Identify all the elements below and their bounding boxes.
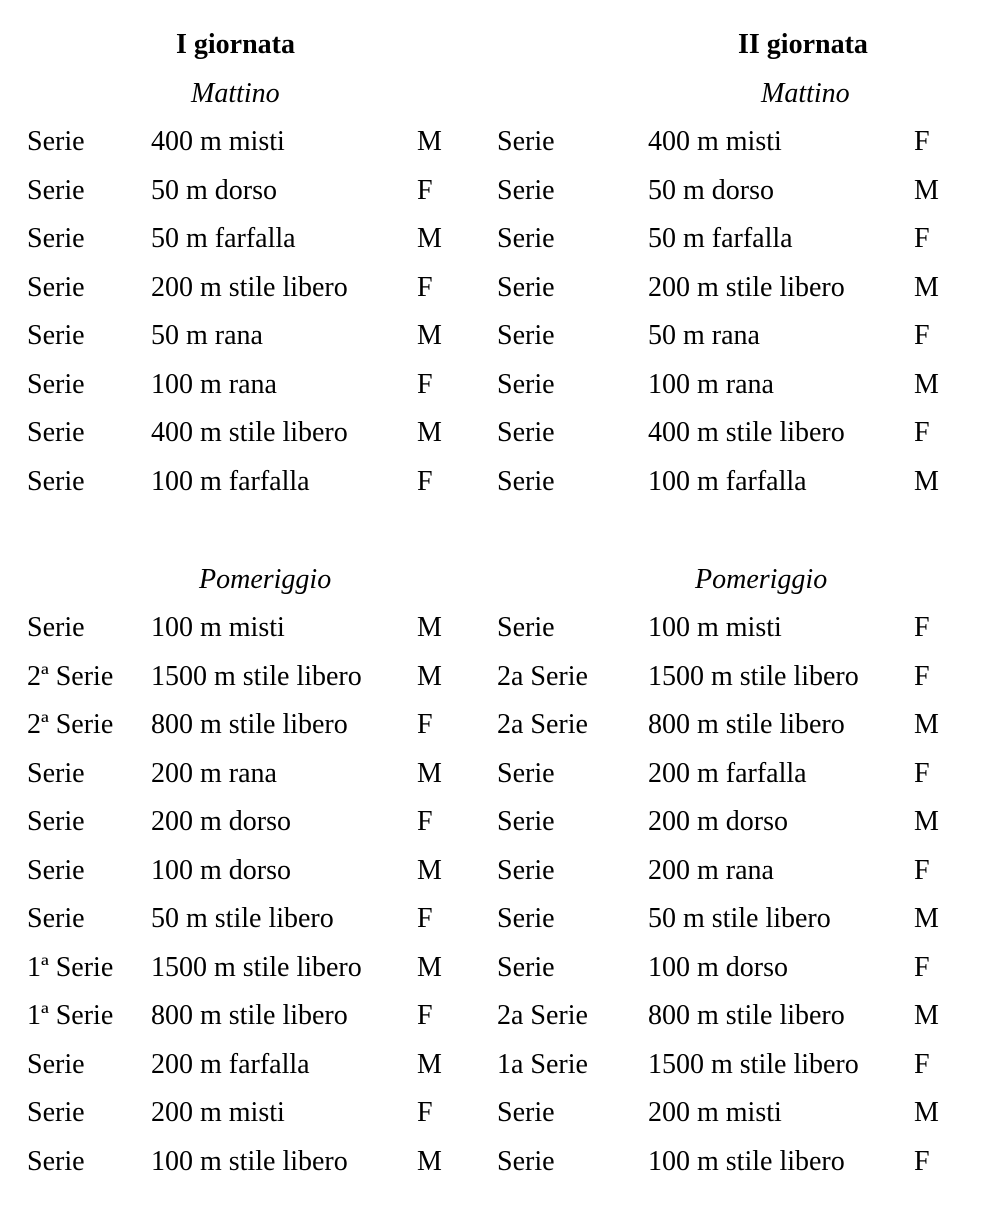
serie-label: Serie <box>27 612 85 643</box>
event-name: 50 m dorso <box>151 175 277 206</box>
serie-label: Serie <box>497 175 555 206</box>
serie-label: Serie <box>497 612 555 643</box>
sex-label: F <box>417 466 433 497</box>
sex-label: F <box>417 806 433 837</box>
event-name: 800 m stile libero <box>151 709 348 740</box>
sex-label: M <box>417 661 442 692</box>
session-title-day1-mattino: Mattino <box>191 78 280 109</box>
serie-label: 2ª Serie <box>27 661 114 692</box>
serie-label: Serie <box>27 417 85 448</box>
serie-label: Serie <box>497 1146 555 1177</box>
session-title-day2-pomeriggio: Pomeriggio <box>695 564 828 595</box>
event-name: 100 m rana <box>648 369 774 400</box>
event-name: 200 m stile libero <box>648 272 845 303</box>
serie-label: Serie <box>27 806 85 837</box>
sex-label: M <box>914 1097 939 1128</box>
sex-label: F <box>914 758 930 789</box>
sex-label: F <box>417 903 433 934</box>
event-name: 50 m stile libero <box>151 903 334 934</box>
event-name: 200 m dorso <box>648 806 788 837</box>
serie-label: Serie <box>27 1097 85 1128</box>
event-name: 50 m stile libero <box>648 903 831 934</box>
sex-label: M <box>914 903 939 934</box>
event-name: 200 m rana <box>648 855 774 886</box>
serie-label: 1ª Serie <box>27 1000 114 1031</box>
event-name: 800 m stile libero <box>648 1000 845 1031</box>
sex-label: F <box>914 1049 930 1080</box>
serie-label: Serie <box>27 1146 85 1177</box>
sex-label: M <box>417 126 442 157</box>
event-name: 200 m dorso <box>151 806 291 837</box>
sex-label: F <box>914 126 930 157</box>
event-name: 800 m stile libero <box>648 709 845 740</box>
event-name: 100 m dorso <box>648 952 788 983</box>
serie-label: Serie <box>497 1097 555 1128</box>
serie-label: Serie <box>497 320 555 351</box>
serie-label: Serie <box>497 126 555 157</box>
event-name: 100 m stile libero <box>151 1146 348 1177</box>
event-name: 100 m dorso <box>151 855 291 886</box>
sex-label: M <box>417 612 442 643</box>
sex-label: M <box>417 320 442 351</box>
event-name: 200 m rana <box>151 758 277 789</box>
sex-label: F <box>914 417 930 448</box>
serie-label: Serie <box>497 223 555 254</box>
serie-label: Serie <box>27 855 85 886</box>
serie-label: Serie <box>497 952 555 983</box>
sex-label: M <box>417 855 442 886</box>
serie-label: 2a Serie <box>497 709 588 740</box>
event-name: 100 m rana <box>151 369 277 400</box>
sex-label: F <box>417 1000 433 1031</box>
sex-label: F <box>417 1097 433 1128</box>
serie-label: Serie <box>27 466 85 497</box>
event-name: 400 m misti <box>648 126 782 157</box>
sex-label: F <box>914 1146 930 1177</box>
serie-label: Serie <box>27 903 85 934</box>
serie-label: 2ª Serie <box>27 709 114 740</box>
event-name: 100 m misti <box>151 612 285 643</box>
event-name: 400 m stile libero <box>648 417 845 448</box>
event-name: 50 m rana <box>151 320 263 351</box>
serie-label: Serie <box>27 320 85 351</box>
sex-label: F <box>417 709 433 740</box>
serie-label: Serie <box>27 223 85 254</box>
event-name: 50 m rana <box>648 320 760 351</box>
sex-label: F <box>914 661 930 692</box>
sex-label: M <box>914 1000 939 1031</box>
sex-label: F <box>914 952 930 983</box>
serie-label: Serie <box>497 903 555 934</box>
event-name: 400 m stile libero <box>151 417 348 448</box>
sex-label: M <box>417 758 442 789</box>
session-title-day1-pomeriggio: Pomeriggio <box>199 564 332 595</box>
sex-label: M <box>914 272 939 303</box>
event-name: 1500 m stile libero <box>648 1049 859 1080</box>
serie-label: Serie <box>497 758 555 789</box>
sex-label: M <box>417 223 442 254</box>
serie-label: Serie <box>497 272 555 303</box>
event-name: 800 m stile libero <box>151 1000 348 1031</box>
event-name: 100 m stile libero <box>648 1146 845 1177</box>
event-name: 100 m farfalla <box>151 466 310 497</box>
session-title-day2-mattino: Mattino <box>761 78 850 109</box>
serie-label: Serie <box>27 126 85 157</box>
sex-label: M <box>417 417 442 448</box>
event-name: 200 m misti <box>648 1097 782 1128</box>
day-title-2: II giornata <box>738 29 868 60</box>
sex-label: F <box>914 612 930 643</box>
serie-label: Serie <box>497 417 555 448</box>
day-title-1: I giornata <box>176 29 295 60</box>
serie-label: Serie <box>27 272 85 303</box>
event-name: 200 m stile libero <box>151 272 348 303</box>
sex-label: F <box>914 223 930 254</box>
sex-label: F <box>914 320 930 351</box>
sex-label: F <box>914 855 930 886</box>
sex-label: M <box>914 369 939 400</box>
sex-label: M <box>914 806 939 837</box>
event-name: 50 m farfalla <box>648 223 793 254</box>
sex-label: F <box>417 175 433 206</box>
sex-label: M <box>914 709 939 740</box>
event-name: 1500 m stile libero <box>151 661 362 692</box>
serie-label: Serie <box>27 369 85 400</box>
event-name: 50 m dorso <box>648 175 774 206</box>
sex-label: M <box>914 175 939 206</box>
serie-label: 1ª Serie <box>27 952 114 983</box>
sex-label: M <box>914 466 939 497</box>
event-name: 200 m misti <box>151 1097 285 1128</box>
serie-label: Serie <box>497 369 555 400</box>
serie-label: Serie <box>497 855 555 886</box>
event-name: 1500 m stile libero <box>151 952 362 983</box>
serie-label: Serie <box>27 175 85 206</box>
sex-label: F <box>417 272 433 303</box>
event-name: 200 m farfalla <box>648 758 807 789</box>
event-name: 200 m farfalla <box>151 1049 310 1080</box>
event-name: 400 m misti <box>151 126 285 157</box>
serie-label: Serie <box>27 758 85 789</box>
serie-label: 2a Serie <box>497 661 588 692</box>
serie-label: 2a Serie <box>497 1000 588 1031</box>
serie-label: 1a Serie <box>497 1049 588 1080</box>
serie-label: Serie <box>497 466 555 497</box>
sex-label: M <box>417 1049 442 1080</box>
serie-label: Serie <box>27 1049 85 1080</box>
sex-label: F <box>417 369 433 400</box>
event-name: 1500 m stile libero <box>648 661 859 692</box>
event-name: 100 m farfalla <box>648 466 807 497</box>
sex-label: M <box>417 952 442 983</box>
sex-label: M <box>417 1146 442 1177</box>
serie-label: Serie <box>497 806 555 837</box>
event-name: 50 m farfalla <box>151 223 296 254</box>
event-name: 100 m misti <box>648 612 782 643</box>
